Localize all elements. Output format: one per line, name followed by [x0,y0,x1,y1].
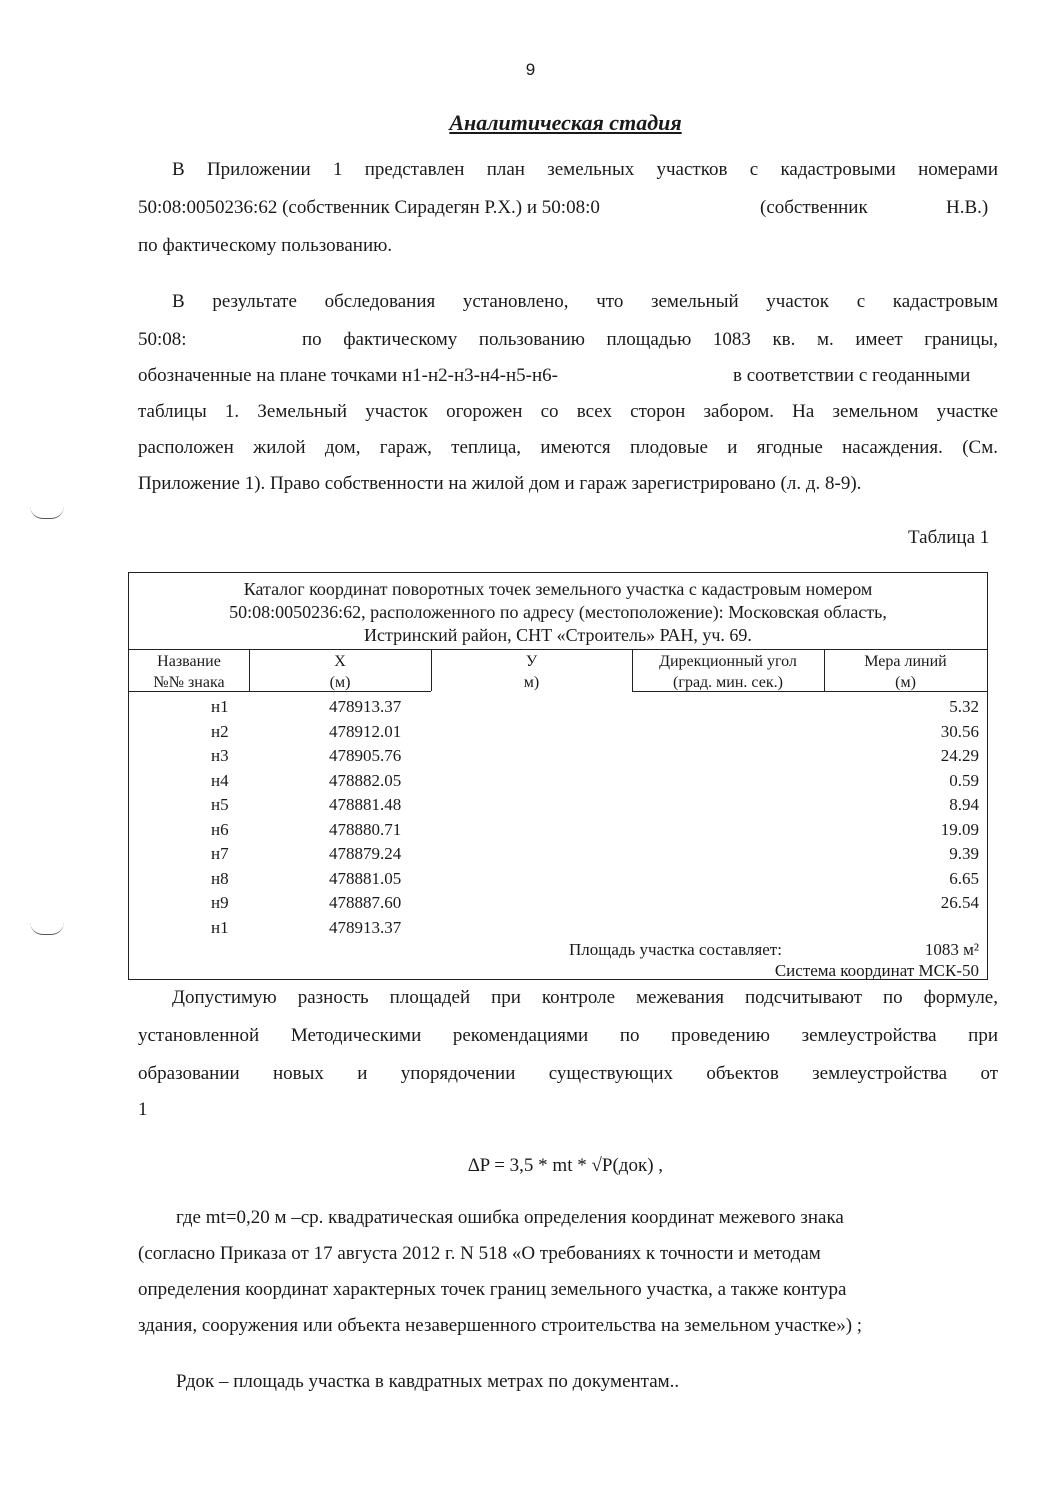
para2-line2b: по фактическому пользованию площадью 1083 кв. м. имеет границы, [302,329,998,350]
row-point-name: н7 [211,844,229,863]
para4-line1: где mt=0,20 м –ср. квадратическая ошибка определения координат межевого знака [176,1207,844,1228]
row-point-name: н1 [211,697,229,716]
col-header-name-line2: №№ знака [153,674,225,691]
row-point-name: н3 [211,746,229,765]
area-value: 1083 м² [924,940,979,959]
row-x-coordinate: 478882.05 [329,770,402,790]
col-header-length-line2: (м) [895,674,916,691]
col-header-y-line1: У [525,653,538,670]
row-line-length: 24.29 [940,746,979,765]
row-x-coordinate: 478881.05 [329,868,402,888]
para2-line4: таблицы 1. Земельный участок огорожен со всех сторон забором. На земельном участке [138,401,998,422]
para1-line2a: 50:08:0050236:62 (собственник Сирадегян Р.Х.) и 50:08:0 [138,197,600,218]
row-point-name: н4 [211,770,229,790]
row-x-coordinate: 478880.71 [329,819,402,839]
table-row [129,720,987,745]
row-line-length: 26.54 [940,893,979,912]
table-caption-line1: Каталог координат поворотных точек земельного участка с кадастровым номером [243,579,873,599]
row-x-coordinate: 478881.48 [329,795,402,814]
coordinate-system: Система координат МСК-50 [774,961,979,980]
para1-line3: по фактическому пользованию. [138,235,393,256]
table-row [129,744,987,769]
para4-line2: (согласно Приказа от 17 августа 2012 г. N 518 «О требованиях к точности и методам [138,1243,821,1264]
row-x-coordinate: 478913.37 [329,917,402,937]
row-line-length: 5.32 [949,697,979,716]
col-header-x-line2: (м) [329,674,351,691]
col-header-angle-line2: (град. мин. сек.) [673,674,783,691]
para2-line3b: в соответствии с геоданными [733,365,971,386]
para3-line1: Допустимую разность площадей при контроле межевания подсчитывают по формуле, [172,987,998,1008]
para2-line1: В результате обследования установлено, что земельный участок с кадастровым [172,291,998,312]
para1-line1: В Приложении 1 представлен план земельных участков с кадастровыми номерами [172,159,998,180]
table-caption-line2: 50:08:0050236:62, расположенного по адресу (местоположение): Московская область, [229,602,887,622]
row-point-name: н8 [211,868,229,888]
para2-line6: Приложение 1). Право собственности на жилой дом и гараж зарегистрировано (л. д. 8-9). [138,473,862,494]
para2-line2a: 50:08: [138,329,187,350]
table-row [129,842,987,867]
table-row [129,695,987,720]
row-x-coordinate: 478912.01 [329,721,402,741]
row-point-name: н1 [211,917,229,937]
row-point-name: н2 [211,721,229,741]
col-header-name-line1: Название [157,653,221,670]
row-x-coordinate: 478905.76 [329,746,402,765]
para3-line3: образовании новых и упорядочении существующих объектов землеустройства от [138,1063,998,1084]
table-row [129,769,987,794]
header-top-rule [129,649,987,650]
table-row [129,891,987,916]
row-line-length: 8.94 [949,795,979,814]
col-header-angle-line1: Дирекционный угол [659,653,797,670]
table-label: Таблица 1 [908,527,990,548]
formula: ∆P = 3,5 * mt * √P(док) , [467,1155,664,1176]
section-title: Аналитическая стадия [449,110,682,135]
table-caption-line3: Истринский район, СНТ «Строитель» РАН, уч. 69. [364,625,752,645]
row-x-coordinate: 478887.60 [329,893,402,912]
para4-line4: здания, сооружения или объекта незавершенного строительства на земельном участке») ; [138,1315,863,1336]
para3-line4: 1 [138,1099,148,1120]
row-line-length: 30.56 [940,721,979,741]
para1-line2c: Н.В.) [946,197,989,218]
binding-mark-lower [30,922,64,935]
coordinates-table [128,572,988,980]
row-line-length: 0.59 [949,770,979,790]
binding-mark-upper [30,506,64,519]
row-point-name: н5 [211,795,229,814]
row-x-coordinate: 478913.37 [329,697,402,716]
row-point-name: н9 [211,893,229,912]
col-header-length-line1: Мера линий [864,653,947,670]
row-point-name: н6 [211,819,229,839]
table-row [129,867,987,892]
para4-line3: определения координат характерных точек границ земельного участка, а также контура [138,1279,847,1300]
row-line-length: 19.09 [940,819,979,839]
row-line-length: 9.39 [949,844,979,863]
area-label: Площадь участка составляет: [569,940,782,959]
page-number: 9 [525,60,536,79]
para5-line1: Рдок – площадь участка в кавдратных метрах по документам.. [176,1371,680,1392]
table-row [129,793,987,818]
table-row [129,916,987,941]
para1-line2b: (собственник [760,197,868,218]
para2-line3a: обозначенные на плане точками н1-н2-н3-н4-н5-н6- [138,365,558,386]
col-header-x-line1: X [334,653,346,670]
para2-line5: расположен жилой дом, гараж, теплица, имеются плодовые и ягодные насаждения. (См. [138,437,998,458]
para3-line2: установленной Методическими рекомендациями по проведению землеустройства при [138,1025,998,1046]
col-header-y-line2: м) [523,674,540,691]
table-row [129,818,987,843]
row-line-length: 6.65 [949,868,979,888]
row-x-coordinate: 478879.24 [329,844,402,863]
